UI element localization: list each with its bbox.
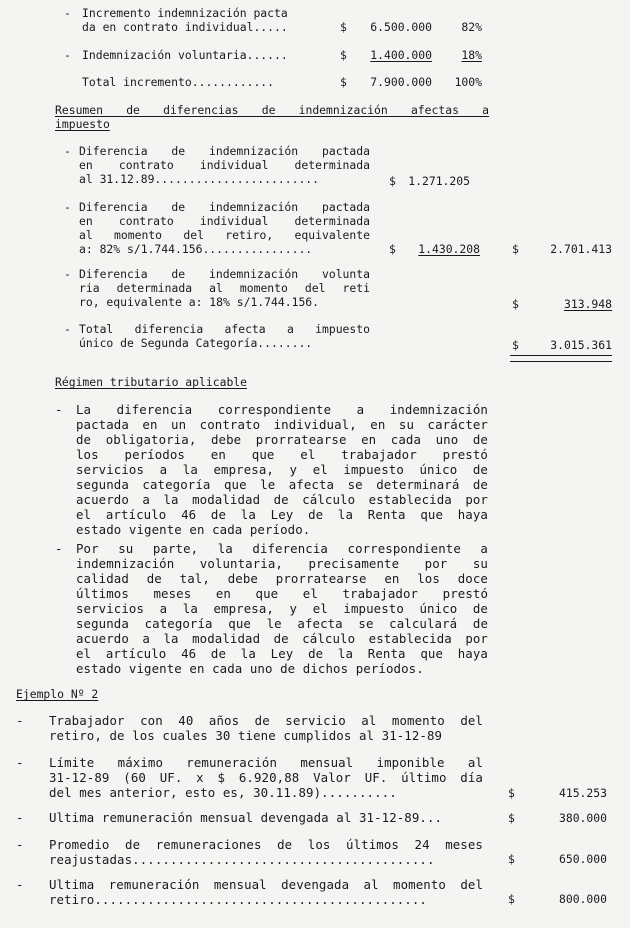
currency-symbol: $ xyxy=(508,852,515,866)
item-text-line: en contrato individual determinada xyxy=(79,214,370,228)
amount-value: 380.000 xyxy=(558,811,607,825)
item-text-line: al 31.12.89........................ xyxy=(79,172,320,186)
amount-value: 2.701.413 xyxy=(550,242,612,256)
item-text-line: Diferencia de indemnización pactada xyxy=(79,144,370,158)
paragraph-line: los períodos en que el trabajador prestó xyxy=(76,447,488,462)
item-text-line: Trabajador con 40 años de servicio al momento del xyxy=(49,713,483,728)
paragraph-line: servicios a la empresa, y el impuesto único de xyxy=(76,462,488,477)
percent-value: 82% xyxy=(461,20,482,34)
list-dash: - xyxy=(64,6,71,20)
amount-value: 650.000 xyxy=(558,852,607,866)
item-text-line: ro, equivalente a: 18% s/1.744.156. xyxy=(79,295,320,309)
paragraph-line: segunda categoría que le afecta se determinará de xyxy=(76,477,488,492)
item-text-line: en contrato individual determinada xyxy=(79,158,370,172)
amount-value: 800.000 xyxy=(558,892,607,906)
amount-value: 313.948 xyxy=(563,297,612,311)
paragraph-line: estado vigente en cada período. xyxy=(76,522,311,537)
item-text-line: Ultima remuneración mensual devengada al momento del xyxy=(49,877,483,892)
item-text-line: del mes anterior, esto es, 30.11.89).......... xyxy=(49,785,397,800)
paragraph-line: servicios a la empresa, y el impuesto único de xyxy=(76,601,488,616)
total-amount: 7.900.000 xyxy=(370,75,432,89)
currency-symbol: $ xyxy=(389,174,396,188)
paragraph-line: indemnización voluntaria, precisamente por su xyxy=(76,556,488,571)
amount-value: 1.430.208 xyxy=(418,242,480,256)
percent-value: 18% xyxy=(461,48,482,62)
paragraph-line: La diferencia correspondiente a indemnización xyxy=(76,402,488,417)
section-heading: Régimen tributario aplicable xyxy=(55,375,248,389)
item-text-line: reajustadas........................................ xyxy=(49,852,435,867)
section-heading: Resumen de diferencias de indemnización afectas a xyxy=(55,103,489,117)
paragraph-line: estado vigente en cada uno de dichos períodos. xyxy=(76,661,424,676)
item-text-line: Promedio de remuneraciones de los últimos 24 meses xyxy=(49,837,483,852)
item-text-line: a: 82% s/1.744.156................ xyxy=(79,242,313,256)
paragraph-line: pactada en un contrato individual, en su carácter xyxy=(76,417,488,432)
paragraph-line: el artículo 46 de la Ley de la Renta que haya xyxy=(76,646,488,661)
amount-value: 3.015.361 xyxy=(550,338,612,352)
currency-symbol: $ xyxy=(508,892,515,906)
item-text-line: Indemnización voluntaria...... xyxy=(82,48,288,62)
amount-value: 1.271.205 xyxy=(408,174,470,188)
list-dash: - xyxy=(64,322,71,336)
paragraph-line: Por su parte, la diferencia correspondiente a xyxy=(76,541,488,556)
item-text-line: da en contrato individual..... xyxy=(82,20,288,34)
paragraph-line: calidad de tal, debe prorratearse en los doce xyxy=(76,571,488,586)
paragraph-line: últimos meses en que el trabajador prestó xyxy=(76,586,488,601)
currency-symbol: $ xyxy=(340,48,347,62)
list-dash: - xyxy=(55,541,63,556)
paragraph-line: acuerdo a la modalidad de cálculo establecida por xyxy=(76,492,488,507)
list-dash: - xyxy=(16,877,24,892)
item-text-line: al momento del retiro, equivalente xyxy=(79,228,370,242)
amount-value: 415.253 xyxy=(558,786,607,800)
currency-symbol: $ xyxy=(512,297,519,311)
item-text-line: único de Segunda Categoría........ xyxy=(79,336,313,350)
total-percent: 100% xyxy=(454,75,482,89)
amount-value: 6.500.000 xyxy=(370,20,432,34)
item-text-line: 31-12-89 (60 UF. x $ 6.920,88 Valor UF. último día xyxy=(49,770,483,785)
item-text-line: ria determinada al momento del reti xyxy=(79,281,370,295)
currency-symbol: $ xyxy=(340,75,347,89)
item-text-line: Diferencia de indemnización pactada xyxy=(79,200,370,214)
item-text-line: retiro, de los cuales 30 tiene cumplidos al 31-12-89 xyxy=(49,728,443,743)
list-dash: - xyxy=(16,837,24,852)
list-dash: - xyxy=(16,755,24,770)
item-text-line: Diferencia de indemnización volunta xyxy=(79,267,370,281)
currency-symbol: $ xyxy=(512,242,519,256)
amount-value: 1.400.000 xyxy=(370,48,432,62)
list-dash: - xyxy=(64,267,71,281)
list-dash: - xyxy=(16,810,24,825)
item-text-line: Límite máximo remuneración mensual imponible al xyxy=(49,755,483,770)
item-text-line: Total diferencia afecta a impuesto xyxy=(79,322,370,336)
item-text-line: retiro............................................ xyxy=(49,892,427,907)
total-label: Total incremento............ xyxy=(82,75,275,89)
list-dash: - xyxy=(16,713,24,728)
currency-symbol: $ xyxy=(508,811,515,825)
list-dash: - xyxy=(64,200,71,214)
currency-symbol: $ xyxy=(340,20,347,34)
item-text-line: Incremento indemnización pacta xyxy=(82,6,288,20)
paragraph-line: acuerdo a la modalidad de cálculo establecida por xyxy=(76,631,488,646)
currency-symbol: $ xyxy=(512,338,519,352)
list-dash: - xyxy=(64,144,71,158)
section-heading-cont: impuesto xyxy=(55,117,110,131)
paragraph-line: segunda categoría que le afecta se calculará de xyxy=(76,616,488,631)
paragraph-line: de obligatoria, debe prorratearse en cada uno de xyxy=(76,432,488,447)
section-heading: Ejemplo Nº 2 xyxy=(16,687,99,701)
currency-symbol: $ xyxy=(389,242,396,256)
list-dash: - xyxy=(64,48,71,62)
item-text-line: Ultima remuneración mensual devengada al 31-12-89... xyxy=(49,810,443,825)
double-underline xyxy=(510,355,612,362)
list-dash: - xyxy=(55,402,63,417)
paragraph-line: el artículo 46 de la Ley de la Renta que haya xyxy=(76,507,488,522)
currency-symbol: $ xyxy=(508,786,515,800)
